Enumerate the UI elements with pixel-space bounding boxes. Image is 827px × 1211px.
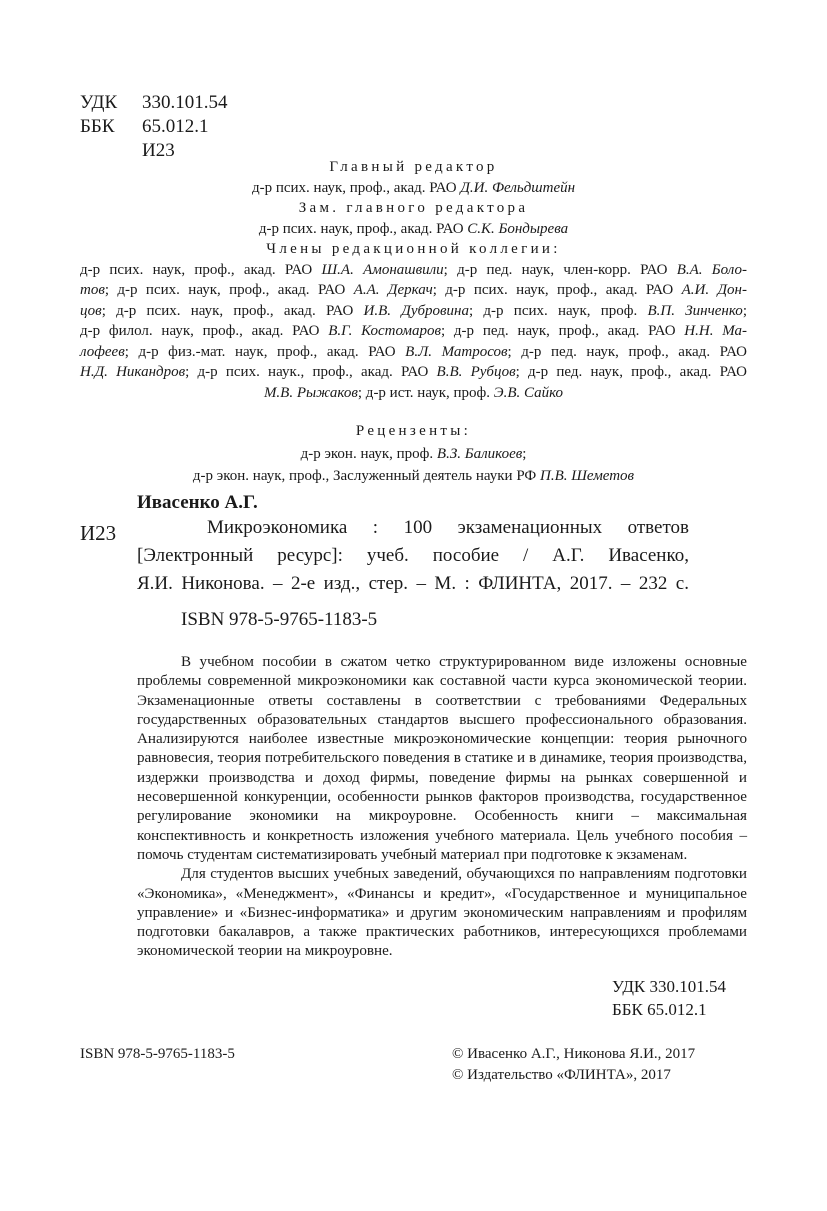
udk-code: 330.101.54 [142, 92, 228, 113]
board-line-text: ; д-р ист. наук, проф. [357, 384, 494, 401]
reviewer-1-name: В.З. Баликоев [436, 445, 523, 462]
deputy-editor-name: С.К. Бондырева [467, 220, 569, 237]
bbk-label: ББК [80, 116, 115, 137]
footer-codes [612, 975, 726, 1021]
deputy-editor-heading: Зам. главного редактора [298, 200, 529, 216]
board-line-text: ; д-р пед. наук, член-корр. РАО [443, 261, 677, 278]
board-line-text: ; д-р пед. наук, проф., акад. РАО [507, 343, 747, 360]
bbk-row [80, 115, 228, 139]
author-code: И23 [80, 521, 117, 545]
reviewer-1: д-р экон. наук, проф. В.З. Баликоев; [300, 445, 527, 462]
classification-codes [80, 91, 228, 163]
board-member-name: В.А. Боло- [676, 261, 748, 278]
footer-bbk: ББК 65.012.1 [612, 1000, 707, 1019]
board-line-text: ; д-р пед. наук, проф., акад. РАО [515, 364, 747, 380]
bib-line-3: Я.И. Никонова. – 2-е изд., стер. – М. : ФЛИНТА, 2017. – 232 с. [137, 573, 689, 594]
board-member-name: М.В. Рыжаков [263, 384, 358, 401]
board-heading: Члены редакционной коллегии: [266, 241, 561, 257]
bib-line-2: [Электронный ресурс]: учеб. пособие / А.Г. Ивасенко, [137, 545, 689, 566]
board-line-text: ; д-р псих. наук, проф. [469, 302, 648, 319]
board-line [80, 260, 747, 281]
footer-udk: УДК 330.101.54 [612, 977, 727, 996]
board-member-name: Э.В. Сайко [493, 384, 564, 401]
chief-editor: д-р псих. наук, проф., акад. РАО Д.И. Фельдштейн [251, 179, 576, 196]
board-member-name: В.В. Рубцов [436, 364, 516, 380]
bibliographic-description [137, 514, 689, 598]
board-line [80, 280, 747, 301]
annotation-paragraph-2: Для студентов высших учебных заведений, обучающихся по направлениям подготовки «Экономика», «Менеджмент», «Финансы и кредит», «Государственное и муниципальное управление» и «Бизнес-информатика» и другим экономическим направлениям и профилям подготовки бакалавров, а также практических работников, интересующихся проблемами экономической теории на микроуровне. [137, 866, 747, 960]
board-line [80, 342, 747, 363]
board-line [80, 362, 747, 383]
board-member-name: цов [80, 302, 102, 319]
editorial-board [80, 157, 747, 403]
board-member-name: А.А. Деркач [353, 282, 433, 298]
bib-line-1: Микроэкономика : 100 экзаменационных ответов [207, 517, 689, 538]
udk-label: УДК [80, 92, 118, 113]
reviewers [80, 420, 747, 488]
board-line [80, 301, 747, 322]
board-member-name: Н.Н. Ма- [684, 323, 747, 339]
board-line [80, 321, 747, 342]
board-members [80, 260, 747, 404]
board-member-name: И.В. Дубровина [363, 302, 469, 319]
isbn: ISBN 978-5-9765-1183-5 [181, 609, 378, 630]
reviewer-2: д-р экон. наук, проф., Заслуженный деятель науки РФ П.В. Шеметов [192, 468, 635, 484]
udk-row [80, 91, 228, 115]
board-member-name: В.Г. Костомаров [328, 323, 441, 339]
annotation-paragraph-1: В учебном пособии в сжатом четко структурированном виде изложены основные проблемы современной микроэкономики как составной части курса экономической теории. Экзаменационные ответы составлены в соответствии с требованиями Федеральных государственных образовательных стандартов высшего профессионального образования. Анализируются наиболее известные микроэкономические концепции: теория рыночного равновесия, теория потребительского поведения в статике и в динамике, теория производства, издержки производства и доход фирмы, поведение фирмы на рынках совершенной и несовершенной конкуренции, особенности рынков факторов производства, государственное регулирование экономики на микроуровне. Особенность книги – максимальная конспективность и конкретность изложения учебного материала. Цель учебного пособия – помочь студентам систематизировать учебный материал при подготовке к экзаменам. [137, 654, 747, 863]
board-line-text: ; д-р псих. наук, проф., акад. РАО [104, 282, 354, 298]
board-member-name: Н.Д. Никандров [80, 364, 186, 380]
board-line-text: ; д-р псих. наук, проф., акад. РАО [432, 282, 682, 298]
board-line-text: ; д-р физ.-мат. наук, проф., акад. РАО [124, 343, 406, 360]
board-line [80, 383, 747, 404]
board-member-name: тов [80, 282, 105, 298]
reviewer-2-name: П.В. Шеметов [540, 468, 635, 484]
copyright-authors: © Ивасенко А.Г., Никонова Я.И., 2017 [452, 1046, 696, 1062]
board-line-text: ; д-р пед. наук, проф., акад. РАО [441, 323, 685, 339]
annotation [137, 653, 747, 962]
board-line-text: д-р псих. наук, проф., акад. РАО [80, 261, 322, 278]
bbk-code: 65.012.1 [142, 116, 209, 137]
author-code-top: И23 [142, 140, 175, 161]
board-line-text: ; д-р псих. наук, проф., акад. РАО [101, 302, 364, 319]
board-member-name: В.Л. Матросов [405, 343, 508, 360]
board-member-name: А.И. Дон- [681, 282, 747, 298]
board-member-name: Ш.А. Амонашвили [321, 261, 444, 278]
board-line-text: д-р филол. наук, проф., акад. РАО [80, 323, 329, 339]
board-line-text: ; д-р псих. наук., проф., акад. РАО [185, 364, 437, 380]
copyright-publisher: © Издательство «ФЛИНТА», 2017 [452, 1067, 671, 1083]
board-member-name: лофеев [80, 343, 125, 360]
book-author: Ивасенко А.Г. [137, 492, 258, 513]
footer-isbn: ISBN 978-5-9765-1183-5 [80, 1046, 235, 1062]
copyright [452, 1044, 695, 1086]
board-line-text: ; [742, 302, 747, 319]
board-member-name: В.П. Зинченко [647, 302, 743, 319]
reviewers-heading: Рецензенты: [355, 423, 472, 439]
chief-editor-heading: Главный редактор [329, 159, 498, 175]
deputy-editor: д-р псих. наук, проф., акад. РАО С.К. Бондырева [258, 220, 569, 237]
chief-editor-name: Д.И. Фельдштейн [460, 179, 576, 196]
